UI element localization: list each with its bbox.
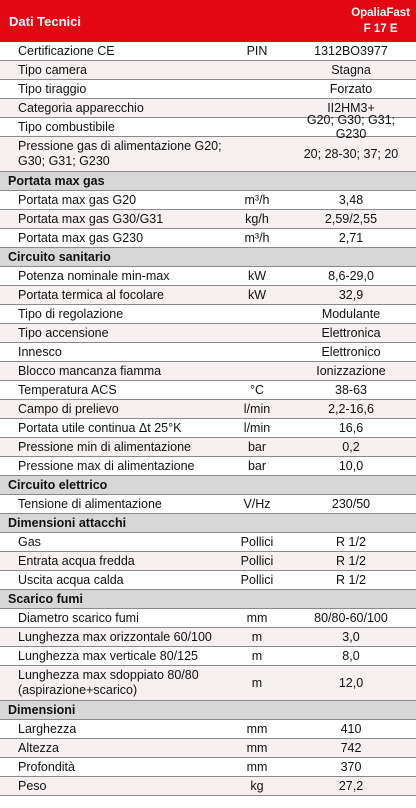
section-label: Dimensioni attacchi (8, 515, 127, 530)
row-unit: bar (247, 440, 267, 454)
row-unit: Pollici (240, 554, 274, 568)
table-row (0, 286, 416, 305)
row-unit: kW (247, 269, 267, 283)
row-value: 0,2 (342, 440, 360, 454)
row-value: 1312BO3977 (314, 44, 388, 58)
row-label: Tipo tiraggio (18, 81, 87, 96)
row-label: Potenza nominale min-max (18, 268, 170, 283)
row-unit: °C (249, 383, 265, 397)
row-unit: m (251, 649, 263, 663)
row-unit: mm (246, 611, 268, 625)
row-value: II2HM3+ (327, 101, 375, 115)
row-label: Campo di prelievo (18, 401, 119, 416)
row-value: 38-63 (335, 383, 367, 397)
row-label: Portata max gas G30/G31 (18, 211, 164, 226)
row-label: Portata max gas G20 (18, 192, 137, 207)
table-row (0, 137, 416, 172)
row-label: Lunghezza max orizzontale 60/100 (18, 629, 212, 644)
row-value: Elettronica (321, 326, 381, 340)
row-label: Portata termica al focolare (18, 287, 164, 302)
row-value: 2,2-16,6 (328, 402, 374, 416)
row-value: 8,6-29,0 (328, 269, 374, 283)
row-value: 3,0 (342, 630, 360, 644)
section-header (0, 590, 416, 609)
table-row (0, 362, 416, 381)
section-label: Dimensioni (8, 702, 76, 717)
model-line-2: F 17 E (363, 23, 398, 35)
row-unit: PIN (246, 44, 268, 58)
row-value: 230/50 (331, 497, 371, 511)
row-unit: m³/h (244, 193, 270, 207)
row-value: R 1/2 (336, 573, 366, 587)
row-value: 2,71 (338, 231, 364, 245)
row-label: Pressione max di alimentazione (18, 458, 195, 473)
row-unit: m³/h (244, 231, 270, 245)
row-unit: m (251, 630, 263, 644)
table-row (0, 113, 416, 141)
table-row (0, 305, 416, 324)
row-unit: mm (246, 760, 268, 774)
row-value: 12,0 (338, 676, 364, 690)
row-label: Tipo di regolazione (18, 306, 124, 321)
table-row (0, 533, 416, 552)
table-row (0, 61, 416, 80)
table-row (0, 758, 416, 777)
row-unit: V/Hz (243, 497, 271, 511)
section-label: Portata max gas (8, 173, 105, 188)
model-line-1: OpaliaFast (351, 7, 410, 19)
row-value: 2,59/2,55 (324, 212, 378, 226)
row-label: Altezza (18, 740, 59, 755)
row-value: 742 (340, 741, 362, 755)
row-label: Innesco (18, 344, 62, 359)
table-row (0, 495, 416, 514)
row-label: Entrata acqua fredda (18, 553, 135, 568)
row-label: Lunghezza max verticale 80/125 (18, 648, 198, 663)
row-label: Pressione gas di alimentazione G20; G30; G31; G230 (18, 139, 222, 168)
row-value: 8,0 (342, 649, 360, 663)
row-label: Blocco mancanza fiamma (18, 363, 162, 378)
table-row (0, 400, 416, 419)
row-label: Certificazione CE (18, 43, 115, 58)
row-value: Stagna (331, 63, 371, 77)
table-row (0, 229, 416, 248)
row-unit: bar (247, 459, 267, 473)
row-value: 16,6 (338, 421, 364, 435)
row-unit: Pollici (240, 535, 274, 549)
row-unit: Pollici (240, 573, 274, 587)
row-unit: l/min (243, 402, 271, 416)
table-header (0, 0, 416, 42)
row-value: Modulante (321, 307, 381, 321)
row-value: 370 (340, 760, 362, 774)
table-row (0, 324, 416, 343)
table-row (0, 552, 416, 571)
row-label: Peso (18, 778, 47, 793)
row-value: Elettronico (321, 345, 381, 359)
table-row (0, 739, 416, 758)
row-unit: mm (246, 722, 268, 736)
table-row (0, 381, 416, 400)
table-row (0, 666, 416, 701)
row-label: Tipo combustibile (18, 119, 115, 134)
row-label: Gas (18, 534, 41, 549)
table-row (0, 777, 416, 796)
section-header (0, 248, 416, 267)
table-row (0, 609, 416, 628)
row-unit: l/min (243, 421, 271, 435)
spec-table (0, 42, 416, 796)
row-unit: kg (250, 779, 264, 793)
row-value: R 1/2 (336, 554, 366, 568)
header-title: Dati Tecnici (9, 14, 82, 29)
row-value: 10,0 (338, 459, 364, 473)
row-unit: kW (247, 288, 267, 302)
row-value: 20; 28-30; 37; 20 (303, 147, 399, 161)
row-unit: mm (246, 741, 268, 755)
table-row (0, 42, 416, 61)
row-unit: m (251, 676, 263, 690)
row-label: Diametro scarico fumi (18, 610, 139, 625)
model-name (351, 5, 410, 37)
table-row (0, 191, 416, 210)
row-label: Tensione di alimentazione (18, 496, 162, 511)
row-label: Tipo accensione (18, 325, 109, 340)
section-header (0, 701, 416, 720)
table-row (0, 210, 416, 229)
row-value: 3,48 (338, 193, 364, 207)
row-label: Larghezza (18, 721, 77, 736)
section-header (0, 514, 416, 533)
table-row (0, 80, 416, 99)
row-label: Categoria apparecchio (18, 100, 144, 115)
row-label: Pressione min di alimentazione (18, 439, 192, 454)
section-label: Circuito elettrico (8, 477, 108, 492)
row-value: Ionizzazione (316, 364, 386, 378)
row-label: Portata utile continua Δt 25°K (18, 420, 182, 435)
table-row (0, 267, 416, 286)
row-value: 80/80-60/100 (314, 611, 388, 625)
row-label: Temperatura ACS (18, 382, 117, 397)
row-value: 27,2 (338, 779, 364, 793)
section-label: Circuito sanitario (8, 249, 111, 264)
row-label: Profondità (18, 759, 75, 774)
row-unit: kg/h (245, 212, 269, 226)
table-row (0, 647, 416, 666)
row-value: R 1/2 (336, 535, 366, 549)
table-row (0, 457, 416, 476)
row-value: 410 (340, 722, 362, 736)
table-row (0, 438, 416, 457)
row-label: Lunghezza max sdoppiato 80/80 (aspirazione+scarico) (18, 668, 199, 697)
row-value: G20; G30; G31; G230 (306, 113, 396, 141)
table-row (0, 628, 416, 647)
section-header (0, 172, 416, 191)
row-value: Forzato (329, 82, 373, 96)
table-row (0, 571, 416, 590)
row-label: Portata max gas G230 (18, 230, 144, 245)
table-row (0, 419, 416, 438)
row-value: 32,9 (338, 288, 364, 302)
section-header (0, 476, 416, 495)
row-label: Uscita acqua calda (18, 572, 124, 587)
row-label: Tipo camera (18, 62, 88, 77)
table-row (0, 343, 416, 362)
table-row (0, 720, 416, 739)
section-label: Scarico fumi (8, 591, 84, 606)
